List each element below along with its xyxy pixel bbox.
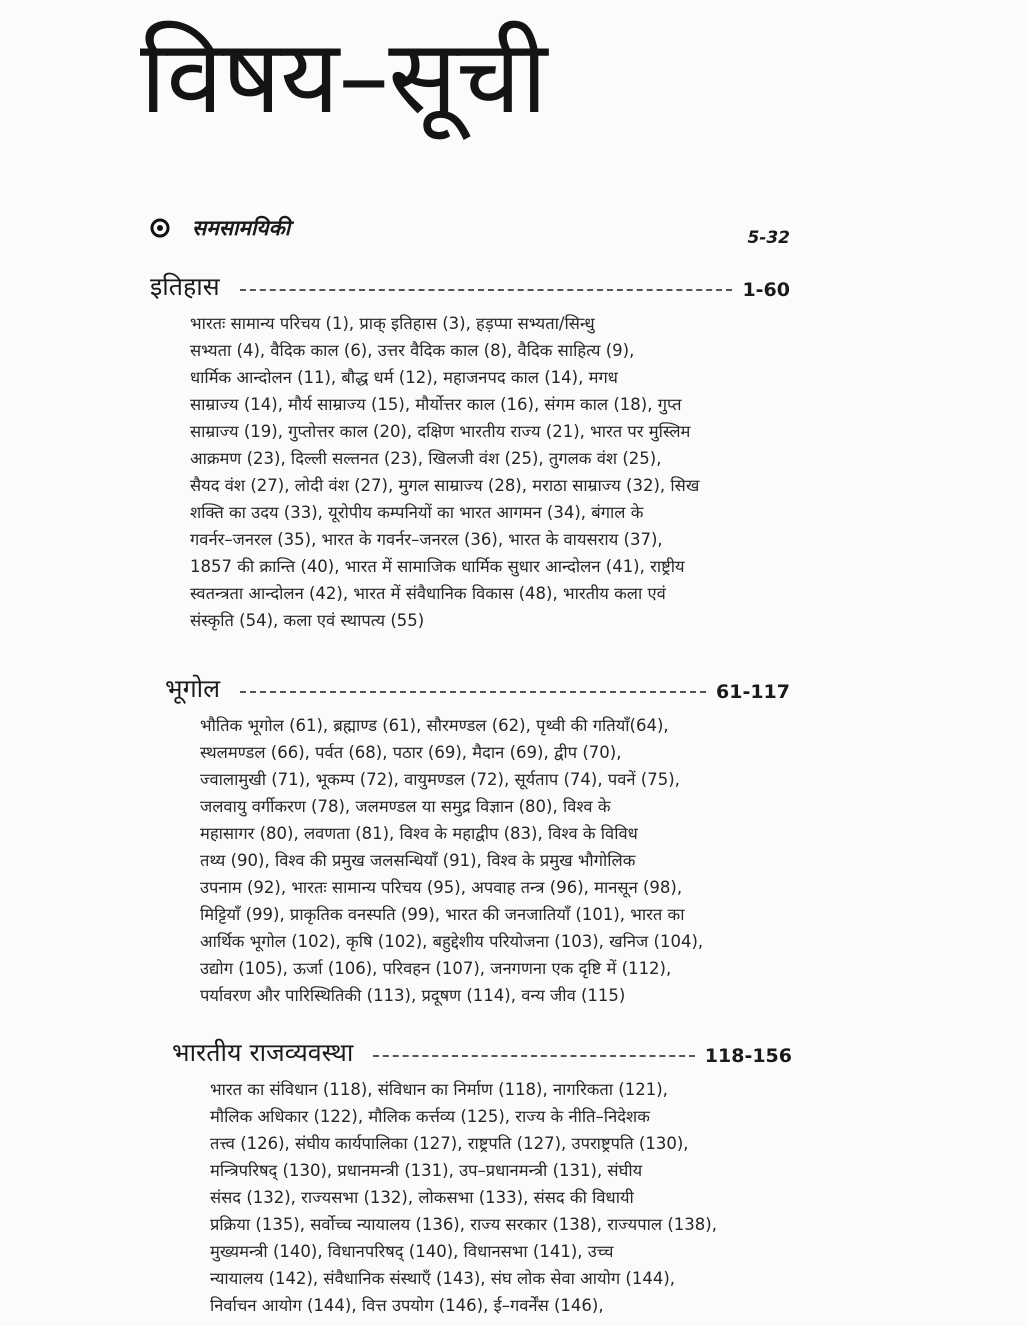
topic-line: भारत का संविधान (118), संविधान का निर्माण (118), नागरिकता (121), bbox=[210, 1080, 668, 1099]
topic-line: उपनाम (92), भारतः सामान्य परिचय (95), अपवाह तन्त्र (96), मानसून (98), bbox=[200, 878, 683, 897]
topic-line: सैयद वंश (27), लोदी वंश (27), मुगल साम्राज्य (28), मराठा साम्राज्य (32), सिख bbox=[190, 476, 700, 495]
topic-line: उद्योग (105), ऊर्जा (106), परिवहन (107), जनगणना एक दृष्टि में (112), bbox=[200, 959, 672, 978]
dotted-leader bbox=[240, 691, 706, 693]
topic-line: भारतः सामान्य परिचय (1), प्राक् इतिहास (3), हड़प्पा सभ्यता/सिन्धु bbox=[190, 314, 595, 333]
section-topics bbox=[172, 1076, 790, 1319]
topic-line: मुख्यमन्त्री (140), विधानपरिषद् (140), विधानसभा (141), उच्च bbox=[210, 1242, 614, 1261]
topic-line: तथ्य (90), विश्व की प्रमुख जलसन्धियाँ (91), विश्व के प्रमुख भौगोलिक bbox=[200, 851, 636, 870]
topic-line: स्वतन्त्रता आन्दोलन (42), भारत में संवैधानिक विकास (48), भारतीय कला एवं bbox=[190, 584, 666, 603]
section-title: भूगोल bbox=[165, 674, 221, 703]
section-geography-header[interactable] bbox=[165, 670, 790, 706]
topic-line: मौलिक अधिकार (122), मौलिक कर्त्तव्य (125), राज्य के नीति–निदेशक bbox=[210, 1107, 650, 1126]
page-range: 1-60 bbox=[742, 279, 790, 301]
section-topics bbox=[165, 712, 790, 1009]
topic-line: तत्त्व (126), संघीय कार्यपालिका (127), राष्ट्रपति (127), उपराष्ट्रपति (130), bbox=[210, 1134, 689, 1153]
dotted-leader bbox=[373, 1055, 694, 1057]
topic-line: मिट्टियाँ (99), प्राकृतिक वनस्पति (99), भारत की जनजातियाँ (101), भारत का bbox=[200, 905, 685, 924]
topic-line: आक्रमण (23), दिल्ली सल्तनत (23), खिलजी वंश (25), तुगलक वंश (25), bbox=[190, 449, 662, 468]
topic-line: निर्वाचन आयोग (144), वित्त उपयोग (146), ई–गवर्नेंस (146), bbox=[210, 1296, 604, 1315]
current-affairs-label: समसामयिकी bbox=[192, 216, 291, 240]
topic-line: धार्मिक आन्दोलन (11), बौद्ध धर्म (12), महाजनपद काल (14), मगध bbox=[190, 368, 618, 387]
page-range: 61-117 bbox=[716, 681, 790, 703]
topic-line: पर्यावरण और पारिस्थितिकी (113), प्रदूषण (114), वन्य जीव (115) bbox=[200, 986, 626, 1005]
topic-line: संसद (132), राज्यसभा (132), लोकसभा (133), संसद की विधायी bbox=[210, 1188, 634, 1207]
section-history-header[interactable] bbox=[150, 268, 790, 304]
dotted-leader bbox=[240, 289, 733, 291]
topic-line: आर्थिक भूगोल (102), कृषि (102), बहुद्देशीय परियोजना (103), खनिज (104), bbox=[200, 932, 704, 951]
page-title: विषय–सूची bbox=[140, 18, 547, 137]
topic-line: ज्वालामुखी (71), भूकम्प (72), वायुमण्डल (72), सूर्यताप (74), पवनें (75), bbox=[200, 770, 680, 789]
page-range: 118-156 bbox=[704, 1045, 792, 1067]
section-history bbox=[150, 268, 790, 634]
section-polity bbox=[172, 1034, 792, 1319]
topic-line: सभ्यता (4), वैदिक काल (6), उत्तर वैदिक काल (8), वैदिक साहित्य (9), bbox=[190, 341, 635, 360]
circle-bullet-icon bbox=[150, 218, 170, 238]
topic-line: मन्त्रिपरिषद् (130), प्रधानमन्त्री (131), उप–प्रधानमन्त्री (131), संघीय bbox=[210, 1161, 643, 1180]
topic-line: स्थलमण्डल (66), पर्वत (68), पठार (69), मैदान (69), द्वीप (70), bbox=[200, 743, 622, 762]
topic-line: न्यायालय (142), संवैधानिक संस्थाएँ (143), संघ लोक सेवा आयोग (144), bbox=[210, 1269, 676, 1288]
section-topics bbox=[150, 310, 790, 634]
topic-line: भौतिक भूगोल (61), ब्रह्माण्ड (61), सौरमण्डल (62), पृथ्वी की गतियाँ(64), bbox=[200, 716, 669, 735]
topic-line: 1857 की क्रान्ति (40), भारत में सामाजिक धार्मिक सुधार आन्दोलन (41), राष्ट्रीय bbox=[190, 557, 685, 576]
topic-line: संस्कृति (54), कला एवं स्थापत्य (55) bbox=[190, 611, 425, 630]
current-affairs-entry[interactable] bbox=[150, 212, 790, 252]
topic-line: शक्ति का उदय (33), यूरोपीय कम्पनियों का भारत आगमन (34), बंगाल के bbox=[190, 503, 644, 522]
section-polity-header[interactable] bbox=[172, 1034, 792, 1070]
topic-line: जलवायु वर्गीकरण (78), जलमण्डल या समुद्र विज्ञान (80), विश्व के bbox=[200, 797, 611, 816]
topic-line: साम्राज्य (14), मौर्य साम्राज्य (15), मौर्योत्तर काल (16), संगम काल (18), गुप्त bbox=[190, 395, 682, 414]
topic-line: प्रक्रिया (135), सर्वोच्च न्यायालय (136), राज्य सरकार (138), राज्यपाल (138), bbox=[210, 1215, 717, 1234]
topic-line: महासागर (80), लवणता (81), विश्व के महाद्वीप (83), विश्व के विविध bbox=[200, 824, 638, 843]
topic-line: साम्राज्य (19), गुप्तोत्तर काल (20), दक्षिण भारतीय राज्य (21), भारत पर मुस्लिम bbox=[190, 422, 691, 441]
section-title: भारतीय राजव्यवस्था bbox=[172, 1038, 354, 1067]
topic-line: गवर्नर–जनरल (35), भारत के गवर्नर–जनरल (36), भारत के वायसराय (37), bbox=[190, 530, 663, 549]
section-geography bbox=[165, 670, 790, 1009]
current-affairs-page: 5-32 bbox=[747, 228, 790, 248]
section-title: इतिहास bbox=[150, 272, 220, 301]
